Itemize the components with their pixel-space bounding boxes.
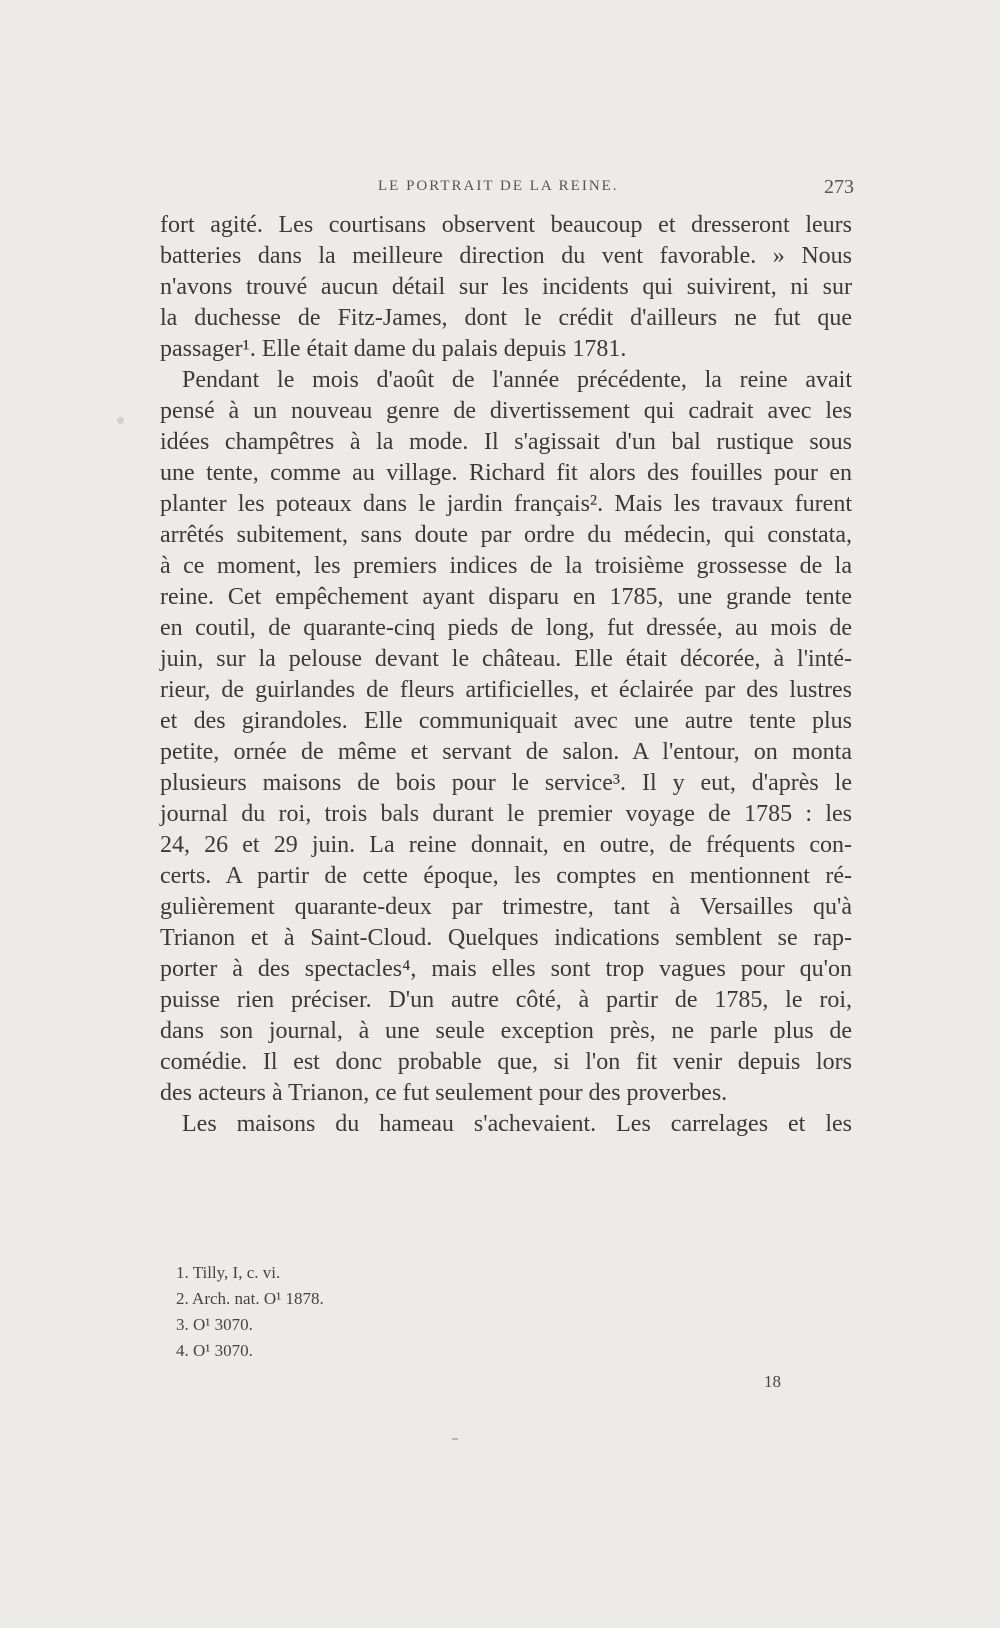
text-line: puisse rien préciser. D'un autre côté, à partir de 1785, le roi, <box>160 987 852 1013</box>
text-line: une tente, comme au village. Richard fit alors des fouilles pour en <box>160 460 852 486</box>
text-line: porter à des spectacles⁴, mais elles sont trop vagues pour qu'on <box>160 956 852 982</box>
text-line: fort agité. Les courtisans observent beaucoup et dresseront leurs <box>160 212 852 238</box>
footnote: 3. O¹ 3070. <box>176 1315 253 1334</box>
text-line: la duchesse de Fitz-James, dont le crédit d'ailleurs ne fut que <box>160 305 852 331</box>
text-line: reine. Cet empêchement ayant disparu en 1785, une grande tente <box>160 584 852 610</box>
text-line: à ce moment, les premiers indices de la troisième grossesse de la <box>160 553 852 579</box>
paper-mark <box>452 1438 458 1440</box>
text-line: juin, sur la pelouse devant le château. Elle était décorée, à l'inté- <box>160 646 852 672</box>
text-line: Pendant le mois d'août de l'année précédente, la reine avait <box>182 367 852 393</box>
running-title: LE PORTRAIT DE LA REINE. <box>378 178 619 194</box>
text-line: rieur, de guirlandes de fleurs artificielles, et éclairée par des lustres <box>160 677 852 703</box>
printer-signature: 18 <box>764 1372 781 1391</box>
footnote: 2. Arch. nat. O¹ 1878. <box>176 1289 324 1308</box>
text-line: gulièrement quarante-deux par trimestre, tant à Versailles qu'à <box>160 894 852 920</box>
text-line: n'avons trouvé aucun détail sur les incidents qui suivirent, ni sur <box>160 274 852 300</box>
text-line: dans son journal, à une seule exception près, ne parle plus de <box>160 1018 852 1044</box>
page-header <box>160 178 860 204</box>
footnotes <box>176 1260 576 1364</box>
text-line: et des girandoles. Elle communiquait avec une autre tente plus <box>160 708 852 734</box>
text-line: 24, 26 et 29 juin. La reine donnait, en outre, de fréquents con- <box>160 832 852 858</box>
text-line: passager¹. Elle était dame du palais depuis 1781. <box>160 336 627 362</box>
text-line: idées champêtres à la mode. Il s'agissait d'un bal rustique sous <box>160 429 852 455</box>
text-line: journal du roi, trois bals durant le premier voyage de 1785 : les <box>160 801 852 827</box>
body-text <box>160 210 852 1140</box>
footnote: 4. O¹ 3070. <box>176 1341 253 1360</box>
page-number: 273 <box>824 176 854 198</box>
paper-speck <box>117 417 124 424</box>
text-line: Trianon et à Saint-Cloud. Quelques indications semblent se rap- <box>160 925 852 951</box>
text-line: Les maisons du hameau s'achevaient. Les carrelages et les <box>182 1111 852 1137</box>
footnote: 1. Tilly, I, c. vi. <box>176 1263 281 1282</box>
text-line: en coutil, de quarante-cinq pieds de long, fut dressée, au mois de <box>160 615 852 641</box>
text-line: petite, ornée de même et servant de salon. A l'entour, on monta <box>160 739 852 765</box>
text-line: batteries dans la meilleure direction du vent favorable. » Nous <box>160 243 852 269</box>
text-line: arrêtés subitement, sans doute par ordre du médecin, qui constata, <box>160 522 852 548</box>
text-line: comédie. Il est donc probable que, si l'on fit venir depuis lors <box>160 1049 852 1075</box>
text-line: planter les poteaux dans le jardin français². Mais les travaux furent <box>160 491 852 517</box>
text-line: certs. A partir de cette époque, les comptes en mentionnent ré- <box>160 863 852 889</box>
text-line: pensé à un nouveau genre de divertissement qui cadrait avec les <box>160 398 852 424</box>
text-line: des acteurs à Trianon, ce fut seulement pour des proverbes. <box>160 1080 728 1106</box>
text-line: plusieurs maisons de bois pour le service³. Il y eut, d'après le <box>160 770 852 796</box>
